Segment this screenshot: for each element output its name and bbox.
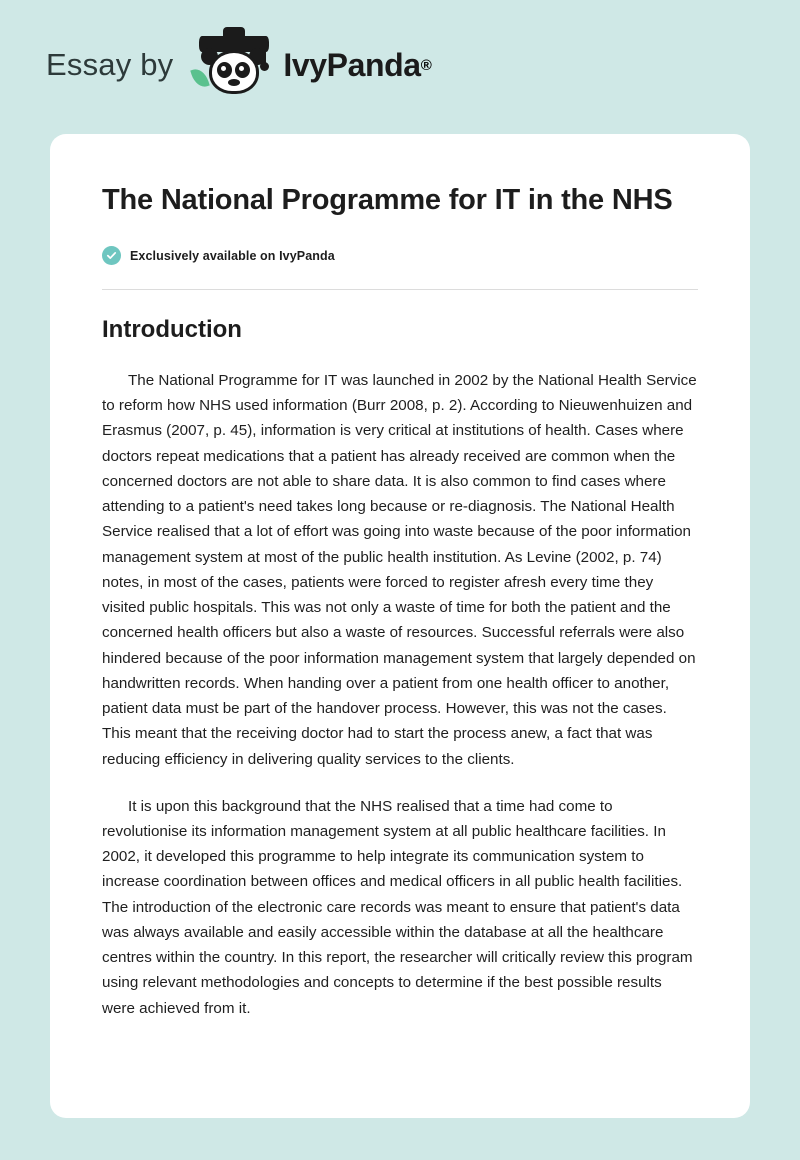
check-circle-icon xyxy=(102,246,121,265)
status-badge-label: Exclusively available on IvyPanda xyxy=(130,248,335,263)
leaf-icon xyxy=(191,66,210,89)
status-badge xyxy=(102,246,698,265)
ivypanda-logo[interactable] xyxy=(187,34,431,96)
page-title: The National Programme for IT in the NHS xyxy=(102,184,673,216)
panda-graduate-icon xyxy=(187,34,279,96)
essay-by-label: Essay by xyxy=(46,47,174,82)
section-heading-introduction: Introduction xyxy=(102,316,242,344)
title-divider xyxy=(102,289,698,290)
body-paragraph: The National Programme for IT was launched in 2002 by the National Health Service to reform how NHS used information (Burr 2008, p. 2). According to Nieuwenhuizen and Erasmus (2007, p. 45), information is very critical at institutions of health. Cases where doctors repeat medications that a patient has already received are common when the concerned doctors are not able to share data. It is also common to find cases where attending to a patient's need takes long because or re-diagnosis. The National Health Service realised that a lot of effort was going into waste because of the poor information management system at most of the public health institution. As Levine (2002, p. 74) notes, in most of the cases, patients were forced to register afresh every time they visited public hospitals. This was not only a waste of time for both the patient and the concerned health officers but also a waste of resources. Successful referrals were also hindered because of the poor information management system that largely depended on handwritten records. When handing over a patient from one health officer to another, patient data must be part of the handover process. However, this was not the cases. This meant that the receiving doctor had to start the process anew, a fact that was reducing efficiency in delivering quality services to the clients. xyxy=(102,372,697,768)
body-paragraph: It is upon this background that the NHS realised that a time had come to revolutionise its information management system at all public healthcare facilities. In 2002, it developed this programme to help integrate its communication system to increase coordination between offices and medical officers in all public health facilities. The introduction of the electronic care records was meant to ensure that patient's data was always available and easily accessible within the database at all the healthcare centres within the country. In this report, the researcher will critically review this program using relevant methodologies and concepts to determine if the best possible results were achieved from it. xyxy=(102,797,693,1017)
brand-name: IvyPanda xyxy=(283,46,421,83)
site-header xyxy=(0,0,800,92)
registered-mark: ® xyxy=(420,56,432,74)
essay-card xyxy=(50,134,750,1118)
